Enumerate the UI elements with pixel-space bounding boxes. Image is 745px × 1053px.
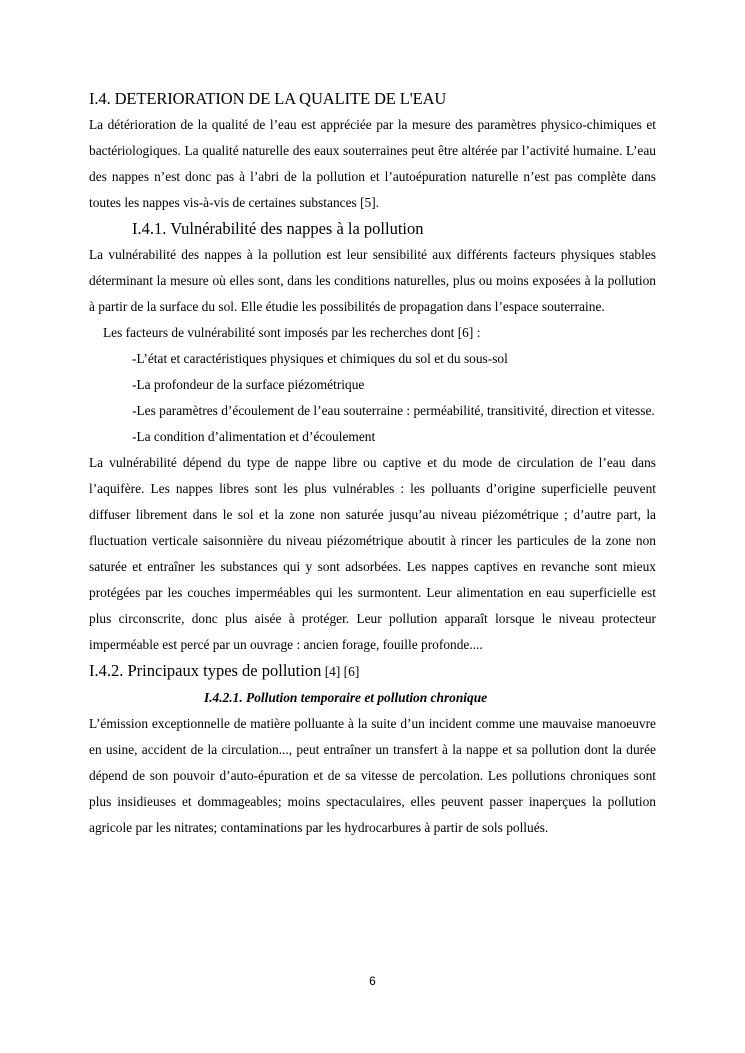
pollution-types-refs: [4] [6]: [321, 664, 360, 679]
factor-item: -La condition d’alimentation et d’écoulement: [132, 429, 376, 444]
page-number: 6: [369, 974, 376, 988]
pollution-types-heading: [89, 658, 656, 685]
factor-item: -L’état et caractéristiques physiques et chimiques du sol et du sous-sol: [132, 351, 508, 366]
vulnerability-definition: La vulnérabilité des nappes à la pollution est leur sensibilité aux différents facteurs physiques stables déterminant la mesure où elles sont, dans les conditions naturelles, plus ou moins exposées à la pollution à partir de la surface du sol. Elle étudie les possibilités de propagation dans l’espace souterraine.: [89, 247, 656, 314]
vulnerability-details: La vulnérabilité dépend du type de nappe libre ou captive et du mode de circulation de l’eau dans l’aquifère. Les nappes libres sont les plus vulnérables : les polluants d’origine superficielle peuvent diffuser librement dans le sol et la zone non saturée jusqu’au niveau piézométrique ; d’autre part, la fluctuation verticale saisonnière du niveau piézométrique aboutit à rincer les particules de la zone non saturée et entraîner les substances qui y sont adsorbées. Les nappes captives en revanche sont mieux protégées par les couches imperméables qui les surmontent. Leur alimentation en eau superficielle est plus circonscrite, donc plus aisée à protéger. Leur pollution apparaît lorsque le niveau protecteur imperméable est percé par un ouvrage : ancien forage, fouille profonde....: [89, 455, 656, 652]
factors-intro: Les facteurs de vulnérabilité sont imposés par les recherches dont [6] :: [103, 325, 481, 340]
pollution-subheading: I.4.2.1. Pollution temporaire et pollution chronique: [204, 690, 488, 705]
document-page: [89, 86, 656, 841]
vulnerability-heading: I.4.1. Vulnérabilité des nappes à la pollution: [132, 219, 424, 238]
factor-item: -La profondeur de la surface piézométrique: [132, 377, 365, 392]
intro-paragraph: La détérioration de la qualité de l’eau est appréciée par la mesure des paramètres physico-chimiques et bactériologiques. La qualité naturelle des eaux souterraines peut être altérée par l’activité humaine. L’eau des nappes n’est donc pas à l’abri de la pollution et l’autoépuration naturelle n’est pas complète dans toutes les nappes vis-à-vis de certaines substances [5].: [89, 117, 656, 210]
pollution-types-title: I.4.2. Principaux types de pollution: [89, 661, 322, 680]
pollution-paragraph: L’émission exceptionnelle de matière polluante à la suite d’un incident comme une mauvaise manoeuvre en usine, accident de la circulation..., peut entraîner un transfert à la nappe et sa pollution dont la durée dépend de son pouvoir d’auto-épuration et de sa vitesse de percolation. Les pollutions chroniques sont plus insidieuses et dommageables; moins spectaculaires, elles peuvent passer inaperçues la pollution agricole par les nitrates; contaminations par les hydrocarbures à partir de sols pollués.: [89, 716, 656, 835]
section-heading: I.4. DETERIORATION DE LA QUALITE DE L'EAU: [89, 89, 447, 108]
factor-item: -Les paramètres d’écoulement de l’eau souterraine : perméabilité, transitivité, direction et vitesse.: [132, 403, 655, 418]
